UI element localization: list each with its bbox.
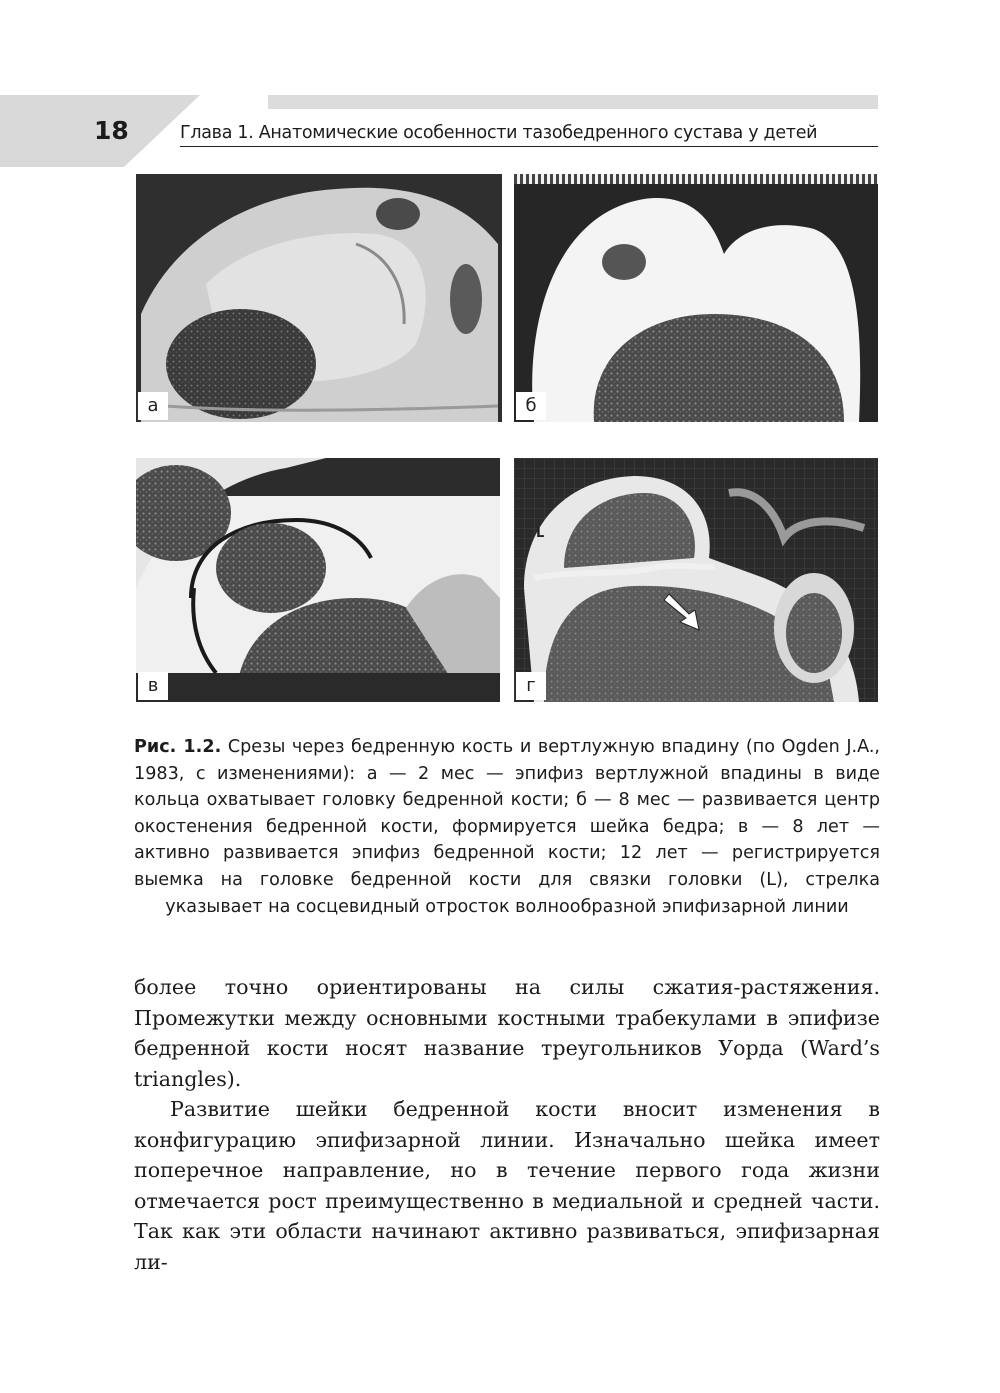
- caption-lead: Рис. 1.2.: [134, 737, 222, 757]
- panel-label-b: б: [516, 392, 546, 420]
- ligament-marker-label: L: [536, 526, 545, 541]
- body-text: [134, 972, 880, 1277]
- figure-panel-a: [136, 174, 502, 422]
- figure-panel-b: [514, 174, 878, 422]
- panel-label-v: в: [138, 672, 168, 700]
- figure-caption: [134, 734, 880, 920]
- panel-label-a: а: [138, 392, 168, 420]
- bone-section-image-g: [514, 458, 878, 702]
- paragraph: более точно ориентированы на силы сжатия-растяжения. Промежутки между основными костными трабекулами в эпифизе бедренной кости носят название треугольников Уорда (Ward’s triangles).: [134, 975, 880, 1091]
- panel-label-g: г: [516, 672, 546, 700]
- paragraph: Развитие шейки бедренной кости вносит изменения в конфигурацию эпифизарной линии. Изначально шейка имеет поперечное направление, но в течение первого года жизни отмечается рост преимущественно в медиальной и средней части. Так как эти области начинают активно развиваться, эпифизарная ли-: [134, 1097, 880, 1274]
- bone-section-image-b: [514, 174, 878, 422]
- header-band-top: [268, 95, 878, 109]
- page-number: 18: [94, 116, 129, 145]
- bone-section-image-v: [136, 458, 500, 702]
- caption-text: Срезы через бедренную кость и вертлужную впадину (по Ogden J.A., 1983, с изменениями): а — 2 мес — эпифиз вертлужной впадины в виде кольца охватывает головку бедренной кости; б — 8 мес — развивается центр окостенения бедренной кости, формируется шейка бедра; в — 8 лет — активно развивается эпифиз бедренной кости; 12 лет — регистрируется выемка на головке бедренной кости для связки головки (L), стрелка указывает на сосцевидный отросток волнообразной эпифизарной линии: [134, 737, 881, 917]
- figure-panel-g: [514, 458, 878, 702]
- figure-panel-v: [136, 458, 500, 702]
- bone-section-image-a: [136, 174, 502, 422]
- running-title: Глава 1. Анатомические особенности тазобедренного сустава у детей: [180, 123, 878, 147]
